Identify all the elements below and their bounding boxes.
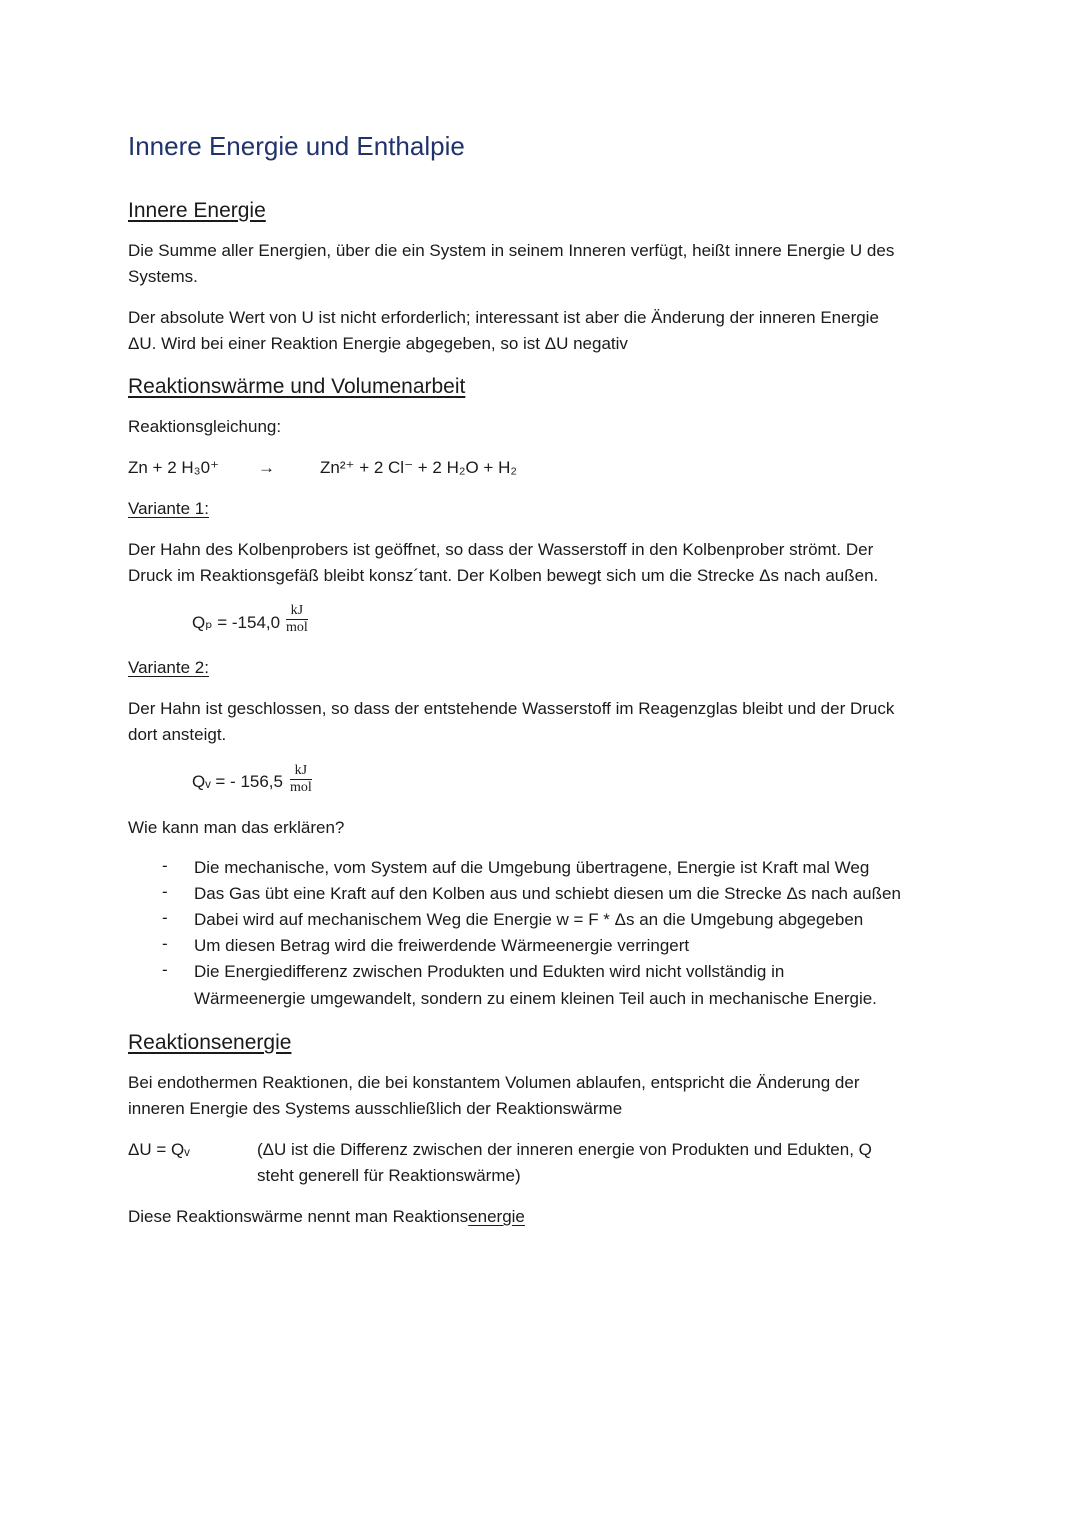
unit-fraction [286,603,308,636]
final-term: energie [468,1207,525,1226]
arrow-icon: → [258,458,275,477]
formula-qv: Qᵥ = - 156,5 [192,772,283,791]
paragraph-line: Systems. [128,267,198,286]
variante-1-label: Variante 1: [128,499,209,518]
bullet-mark: - [162,960,168,979]
paragraph-line: Druck im Reaktionsgefäß bleibt konsz´tant. Der Kolben bewegt sich um die Strecke Δs nach außen. [128,566,879,585]
note-line: steht generell für Reaktionswärme) [257,1166,521,1185]
heading-innere-energie: Innere Energie [128,199,266,222]
page-title: Innere Energie und Enthalpie [128,131,465,161]
heading-reaktionsenergie: Reaktionsenergie [128,1031,292,1054]
unit-numerator: kJ [286,603,308,620]
formula-qp: Qₚ = -154,0 [192,613,281,632]
paragraph-line: Die Summe aller Energien, über die ein System in seinem Inneren verfügt, heißt innere Energie U des [128,241,895,260]
unit-denominator: mol [286,620,308,635]
bullet-mark: - [162,882,168,901]
bullet-mark: - [162,908,168,927]
list-item-continuation: Wärmeenergie umgewandelt, sondern zu einem kleinen Teil auch in mechanische Energie. [194,989,877,1008]
equation-du: ΔU = Qᵥ [128,1140,190,1159]
paragraph-line: Bei endothermen Reaktionen, die bei konstantem Volumen ablaufen, entspricht die Änderung der [128,1073,860,1092]
equation-label: Reaktionsgleichung: [128,417,282,436]
list-item: Dabei wird auf mechanischem Weg die Energie w = F * Δs an die Umgebung abgegeben [194,910,864,929]
paragraph-line: ΔU. Wird bei einer Reaktion Energie abgegeben, so ist ΔU negativ [128,334,628,353]
final-text: Diese Reaktionswärme nennt man Reaktions [128,1207,469,1226]
list-item: Die Energiedifferenz zwischen Produkten und Edukten wird nicht vollständig in [194,962,785,981]
question: Wie kann man das erklären? [128,818,345,837]
equation-left: Zn + 2 H₃0⁺ [128,458,220,477]
equation-right: Zn²⁺ + 2 Cl⁻ + 2 H₂O + H₂ [320,458,517,477]
paragraph-line: inneren Energie des Systems ausschließlich der Reaktionswärme [128,1099,623,1118]
unit-denominator: mol [290,780,312,795]
list-item: Die mechanische, vom System auf die Umgebung übertragene, Energie ist Kraft mal Weg [194,858,870,877]
paragraph-line: dort ansteigt. [128,725,227,744]
list-item: Das Gas übt eine Kraft auf den Kolben aus und schiebt diesen um die Strecke Δs nach außen [194,884,901,903]
bullet-mark: - [162,934,168,953]
note-line: (ΔU ist die Differenz zwischen der inneren energie von Produkten und Edukten, Q [257,1140,872,1159]
variante-2-label: Variante 2: [128,658,209,677]
paragraph-line: Der Hahn des Kolbenprobers ist geöffnet, so dass der Wasserstoff in den Kolbenprober strömt. Der [128,540,874,559]
paragraph-line: Der Hahn ist geschlossen, so dass der entstehende Wasserstoff im Reagenzglas bleibt und der Druck [128,699,895,718]
paragraph-line: Der absolute Wert von U ist nicht erforderlich; interessant ist aber die Änderung der inneren Energie [128,308,879,327]
final-sentence [128,1204,525,1230]
heading-reaktionswaerme: Reaktionswärme und Volumenarbeit [128,375,466,398]
bullet-mark: - [162,856,168,875]
unit-fraction [290,763,312,796]
unit-numerator: kJ [290,763,312,780]
list-item: Um diesen Betrag wird die freiwerdende Wärmeenergie verringert [194,936,690,955]
